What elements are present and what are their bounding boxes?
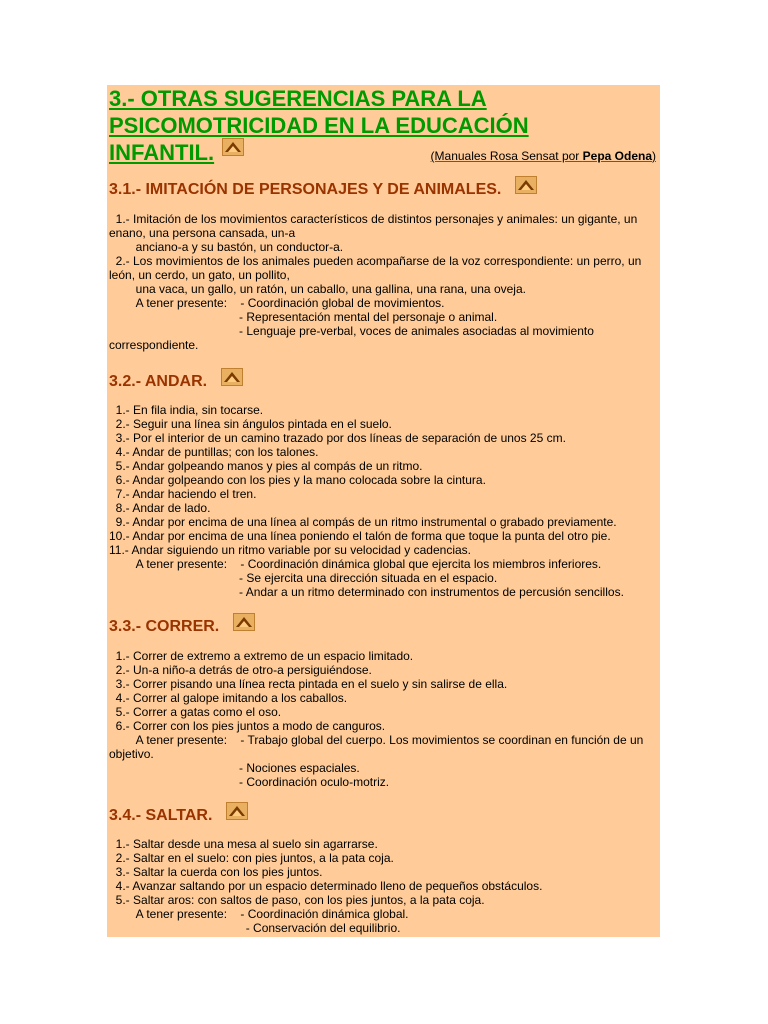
source-prefix: (Manuales Rosa Sensat por xyxy=(430,149,583,163)
section-title-3-1 xyxy=(109,178,537,202)
title-line-3-row xyxy=(109,139,658,170)
section-title-text: 3.4.- SALTAR. xyxy=(109,807,213,824)
document-page xyxy=(107,85,660,937)
section-body-3-4: 1.- Saltar desde una mesa al suelo sin agarrarse. 2.- Saltar en el suelo: con pies juntos, a la pata coja. 3.- Saltar la cuerda con los pies juntos. 4.- Avanzar saltando por un espacio determinado lleno de pequeños obstáculos. 5.- Saltar aros: con saltos de paso, con los pies juntos, a la pata coja. A tener presente: - Coordinación dinámica global. - Conservación del equilibrio. xyxy=(115,837,543,935)
section-title-text: 3.2.- ANDAR. xyxy=(109,373,208,390)
up-arrow-icon[interactable] xyxy=(226,802,248,826)
section-body-3-3: 1.- Correr de extremo a extremo de un espacio limitado. 2.- Un-a niño-a detrás de otro-a persiguiéndose. 3.- Correr pisando una línea recta pintada en el suelo y sin salirse de ella. 4.- Correr al galope imitando a los caballos. 5.- Correr a gatas como el oso. 6.- Correr con los pies juntos a modo de canguros. A tener presente: - Trabajo global del cuerpo. Los movimientos se coordinan en función de un objetivo. - Nociones espaciales. - Coordinación oculo-motriz. xyxy=(109,649,644,789)
section-body-3-1: 1.- Imitación de los movimientos característicos de distintos personajes y animales: un gigante, un enano, una persona cansada, un-a anciano-a y su bastón, un conductor-a. 2.- Los movimientos de los animales pueden acompañarse de la voz correspondiente: un perro, un león, un cerdo, un gato, un pollito, una vaca, un gallo, un ratón, un caballo, una gallina, una rana, una oveja. A tener presente: - Coordinación global de movimientos. - Representación mental del personaje o animal. - Lenguaje pre-verbal, voces de animales asociadas al movimiento correspondiente. xyxy=(109,212,642,352)
section-title-text: 3.3.- CORRER. xyxy=(109,618,220,635)
title-line-3: INFANTIL. xyxy=(109,140,215,165)
source-author: Pepa Odena xyxy=(582,149,652,163)
up-arrow-icon[interactable] xyxy=(233,613,255,637)
section-body-3-2: 1.- En fila india, sin tocarse. 2.- Seguir una línea sin ángulos pintada en el suelo. 3.- Por el interior de un camino trazado por dos líneas de separación de unos 25 cm. 4.- Andar de puntillas; con los talones. 5.- Andar golpeando manos y pies al compás de un ritmo. 6.- Andar golpeando con los pies y la mano colocada sobre la cintura. 7.- Andar haciendo el tren. 8.- Andar de lado. 9.- Andar por encima de una línea al compás de un ritmo instrumental o grabado previamente. 10.- Andar por encima de una línea poniendo el talón de forma que toque la punta del otro pie. 11.- Andar siguiendo un ritmo variable por su velocidad y cadencias. A tener presente: - Coordinación dinámica global que ejercita los miembros inferiores. - Se ejercita una dirección situada en el espacio. - Andar a un ritmo determinado con instrumentos de percusión sencillos. xyxy=(109,403,624,599)
title-line-1: 3.- OTRAS SUGERENCIAS PARA LA xyxy=(109,86,487,111)
section-title-3-3 xyxy=(109,615,255,639)
section-title-3-4 xyxy=(109,804,248,828)
up-arrow-icon[interactable] xyxy=(222,135,244,162)
source-note xyxy=(431,143,658,170)
page-title xyxy=(109,85,658,170)
up-arrow-icon[interactable] xyxy=(221,368,243,392)
section-title-3-2 xyxy=(109,370,243,394)
section-title-text: 3.1.- IMITACIÓN DE PERSONAJES Y DE ANIMALES. xyxy=(109,181,502,198)
up-arrow-icon[interactable] xyxy=(515,176,537,200)
title-line-2: PSICOMOTRICIDAD EN LA EDUCACIÓN xyxy=(109,113,529,138)
source-suffix: ) xyxy=(652,149,656,163)
